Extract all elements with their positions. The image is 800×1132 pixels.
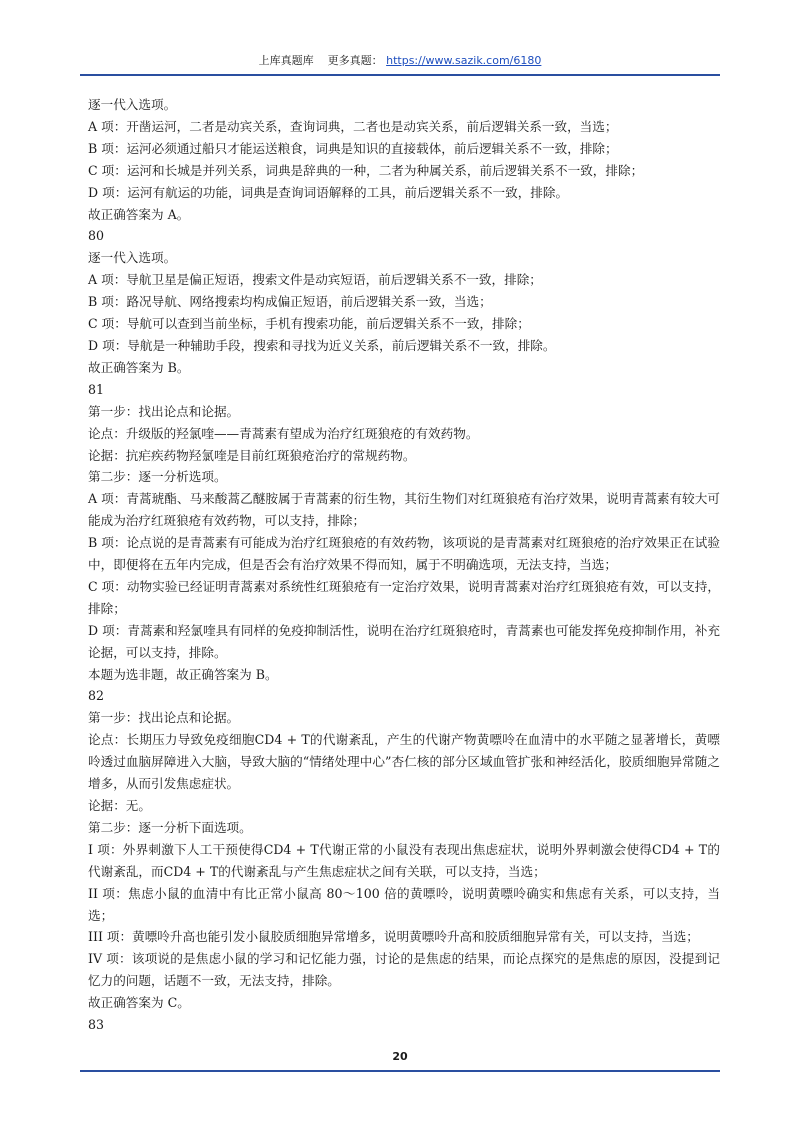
text-line: 第二步：逐一分析选项。	[88, 469, 227, 485]
text-line: IV 项：该项说的是焦虑小鼠的学习和记忆能力强，讨论的是焦虑的结果，而论点探究的是焦虑的原因，没提到记忆力的问题，话题不一致，无法支持，排除。	[88, 951, 720, 989]
header-divider	[80, 74, 720, 76]
text-line: 故正确答案为 A。	[88, 206, 190, 222]
text-line: D 项：运河有航运的功能，词典是查询词语解释的工具，前后逻辑关系不一致，排除。	[88, 184, 569, 200]
text-line: I 项：外界刺激下人工干预使得CD4 + T代谢正常的小鼠没有表现出焦虑症状，说明外界刺激会使得CD4 + T的代谢紊乱，而CD4 + T的代谢紊乱与产生焦虑症状之间有关联，可以支持，当选；	[88, 841, 720, 879]
text-line: C 项：动物实验已经证明青蒿素对系统性红斑狼疮有一定治疗效果，说明青蒿素对治疗红斑狼疮有效，可以支持，排除；	[88, 578, 720, 616]
text-line: 第一步：找出论点和论据。	[88, 403, 240, 419]
page-header	[80, 52, 720, 68]
page-number: 20	[392, 1050, 408, 1063]
text-line: III 项：黄嘌呤升高也能引发小鼠胶质细胞异常增多，说明黄嘌呤升高和胶质细胞异常有关，可以支持，当选；	[88, 929, 699, 945]
text-line: 论据：抗疟疾药物羟氯喹是目前红斑狼疮治疗的常规药物。	[88, 447, 416, 463]
text-line: A 项：导航卫星是偏正短语，搜索文件是动宾短语，前后逻辑关系不一致，排除；	[88, 272, 542, 288]
text-line: B 项：论点说的是青蒿素有可能成为治疗红斑狼疮的有效药物，该项说的是青蒿素对红斑狼疮的治疗效果正在试验中，即便将在五年内完成，但是否会有治疗效果不得而知，属于不明确选项，无法支持，当选；	[88, 535, 720, 573]
text-line: A 项：开凿运河，二者是动宾关系，查询词典，二者也是动宾关系，前后逻辑关系一致，当选；	[88, 118, 618, 134]
header-site: 上库真题库	[258, 54, 314, 67]
text-line: 本题为选非题，故正确答案为 B。	[88, 666, 278, 682]
text-line: 论点：升级版的羟氯喹——青蒿素有望成为治疗红斑狼疮的有效药物。	[88, 425, 479, 441]
question-number: 80	[88, 228, 105, 244]
text-line: D 项：青蒿素和羟氯喹具有同样的免疫抑制活性，说明在治疗红斑狼疮时，青蒿素也可能发挥免疫抑制作用，补充论据，可以支持，排除。	[88, 622, 720, 660]
text-line: II 项：焦虑小鼠的血清中有比正常小鼠高 80～100 倍的黄嘌呤，说明黄嘌呤确实和焦虑有关系，可以支持，当选；	[88, 885, 720, 923]
text-line: D 项：导航是一种辅助手段，搜索和寻找为近义关系，前后逻辑关系不一致，排除。	[88, 337, 556, 353]
text-line: 故正确答案为 C。	[88, 995, 190, 1011]
text-line: 第一步：找出论点和论据。	[88, 710, 240, 726]
question-number: 81	[88, 381, 105, 397]
question-number: 83	[88, 1017, 105, 1033]
text-line: 论点：长期压力导致免疫细胞CD4 + T的代谢紊乱，产生的代谢产物黄嘌呤在血清中的水平随之显著增长，黄嘌呤透过血脑屏障进入大脑，导致大脑的“情绪处理中心”杏仁核的部分区域血管扩张和神经活化，胶质细胞异常随之增多，从而引发焦虑症状。	[88, 732, 720, 792]
text-line: B 项：运河必须通过船只才能运送粮食，词典是知识的直接载体，前后逻辑关系不一致，排除；	[88, 140, 618, 156]
header-url-link[interactable]: https://www.sazik.com/6180	[386, 54, 542, 67]
document-body	[88, 94, 720, 1036]
text-line: B 项：路况导航、网络搜索均构成偏正短语，前后逻辑关系一致，当选；	[88, 294, 492, 310]
text-line: 论据：无。	[88, 798, 151, 813]
footer-divider	[80, 1070, 720, 1072]
question-number: 82	[88, 688, 105, 704]
header-more: 更多真题：	[327, 54, 383, 67]
text-line: C 项：导航可以查到当前坐标，手机有搜索功能，前后逻辑关系不一致，排除；	[88, 316, 530, 332]
text-line: 故正确答案为 B。	[88, 359, 190, 375]
text-line: 逐一代入选项。	[88, 97, 177, 112]
text-line: C 项：运河和长城是并列关系，词典是辞典的一种，二者为种属关系，前后逻辑关系不一致，排除；	[88, 162, 644, 178]
text-line: 第二步：逐一分析下面选项。	[88, 819, 252, 835]
text-line: A 项：青蒿琥酯、马来酸蒿乙醚胺属于青蒿素的衍生物，其衍生物们对红斑狼疮有治疗效果，说明青蒿素有较大可能成为治疗红斑狼疮有效药物，可以支持，排除；	[88, 491, 720, 529]
text-line: 逐一代入选项。	[88, 250, 177, 266]
